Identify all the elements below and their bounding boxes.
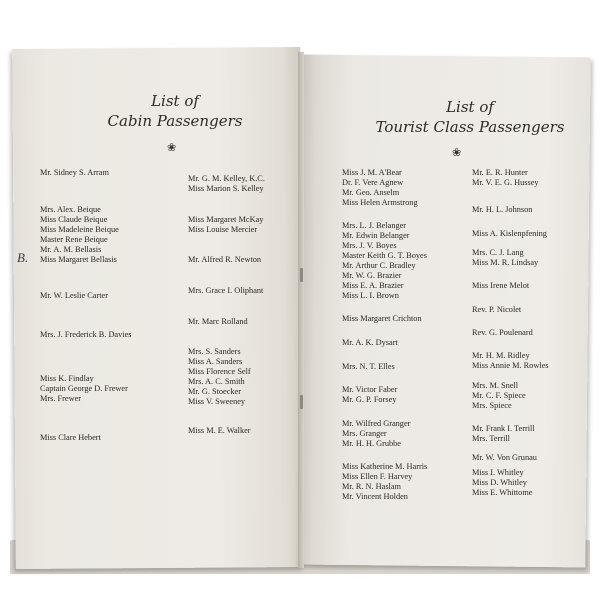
- passenger-entry: Miss M. R. Lindsay: [472, 258, 539, 267]
- passenger-entry: Mrs. J. V. Boyes: [342, 241, 397, 250]
- staple-bottom: [300, 395, 303, 409]
- passenger-entry: Mr. G. Stoecker: [188, 387, 241, 396]
- passenger-entry: Mrs. Alex. Beique: [40, 205, 101, 214]
- passenger-entry: Master Keith G. T. Boyes: [342, 251, 427, 260]
- passenger-entry: Mr. H. H. Grubbe: [342, 439, 401, 448]
- left-title-line1: List of: [151, 92, 199, 110]
- passenger-entry: Mr. A. M. Bellasis: [40, 245, 102, 254]
- passenger-entry: Miss Clare Hebert: [40, 433, 101, 442]
- passenger-entry: Miss E. Whittome: [472, 488, 533, 497]
- passenger-entry: Miss Louise Mercier: [188, 225, 258, 234]
- passenger-entry: Miss Marion S. Kelley: [188, 184, 264, 193]
- passenger-entry: Mr. R. N. Haslam: [342, 482, 401, 491]
- passenger-entry: Miss Helen Armstrong: [342, 198, 418, 207]
- passenger-entry: Mr. H. M. Ridley: [472, 351, 530, 360]
- left-title-line2: Cabin Passengers: [107, 112, 243, 130]
- passenger-entry: Mr. A. K. Dysart: [342, 338, 398, 347]
- passenger-entry: Miss Madeleine Beique: [40, 225, 119, 234]
- passenger-entry: Mrs. J. Frederick B. Davies: [40, 330, 132, 339]
- passenger-entry: Mr. Wilfred Granger: [342, 419, 411, 428]
- right-ornament-icon: ❀: [452, 146, 462, 159]
- booklet-spine: [298, 52, 304, 568]
- passenger-entry: Miss A. Kislenpfening: [472, 229, 547, 238]
- passenger-entry: Mr. Vincent Holden: [342, 492, 408, 501]
- passenger-entry: Mr. Victor Faber: [342, 385, 398, 394]
- passenger-entry: Mrs. Grace I. Oliphant: [188, 286, 264, 295]
- passenger-entry: Mr. E. R. Hunter: [472, 168, 528, 177]
- passenger-entry: Miss Margaret Bellasis: [40, 255, 117, 264]
- passenger-entry: Mr. W. G. Brazier: [342, 271, 402, 280]
- passenger-entry: Miss Katherine M. Harris: [342, 462, 428, 471]
- passenger-entry: Mr. V. E. G. Hussey: [472, 178, 539, 187]
- passenger-entry: Miss Margaret McKay: [188, 215, 264, 224]
- handwritten-margin-mark: B.: [17, 250, 29, 265]
- passenger-entry: Rev. P. Nicolet: [472, 305, 522, 314]
- passenger-entry: Mrs. Spiece: [472, 401, 512, 410]
- passenger-entry: Mr. Edwin Belanger: [342, 231, 410, 240]
- passenger-entry: Captain George D. Frewer: [40, 384, 128, 393]
- passenger-entry: Miss D. Whitley: [472, 478, 527, 487]
- passenger-entry: Mrs. S. Sanders: [188, 347, 241, 356]
- passenger-entry: Mrs. Granger: [342, 429, 387, 438]
- passenger-entry: Dr. F. Vere Agnew: [342, 178, 404, 187]
- passenger-entry: Mr. H. L. Johnson: [472, 205, 533, 214]
- passenger-entry: Miss I. Whitley: [472, 468, 524, 477]
- passenger-entry: Mrs. Terrill: [472, 434, 510, 443]
- staple-top: [300, 268, 303, 282]
- passenger-entry: Miss Claude Beique: [40, 215, 108, 224]
- passenger-entry: Mrs. L. J. Belanger: [342, 221, 407, 230]
- passenger-entry: Mr. Arthur C. Bradley: [342, 261, 416, 270]
- passenger-entry: Miss M. E. Walker: [188, 426, 251, 435]
- passenger-entry: Miss Margaret Crichton: [342, 314, 422, 323]
- passenger-entry: Mrs. M. Snell: [472, 381, 519, 390]
- right-title-line1: List of: [446, 98, 494, 116]
- passenger-entry: Mr. Geo. Anselm: [342, 188, 400, 197]
- passenger-entry: Miss K. Findlay: [40, 374, 94, 383]
- passenger-entry: Mrs. C. J. Lang: [472, 248, 524, 257]
- right-title-line2: Tourist Class Passengers: [375, 118, 565, 136]
- passenger-entry: Mr. Marc Rolland: [188, 317, 248, 326]
- left-ornament-icon: ❀: [167, 141, 177, 154]
- passenger-entry: Mrs. N. T. Elles: [342, 362, 395, 371]
- passenger-entry: Master Rene Beique: [40, 235, 108, 244]
- passenger-entry: Mr. G. M. Kelley, K.C.: [188, 174, 265, 183]
- passenger-entry: Mr. Alfred R. Newton: [188, 255, 262, 264]
- passenger-entry: Miss V. Sweeney: [188, 397, 246, 406]
- passenger-entry: Miss E. A. Brazier: [342, 281, 404, 290]
- passenger-entry: Mr. W. Von Grunau: [472, 453, 537, 462]
- passenger-entry: Miss Florence Self: [188, 367, 251, 376]
- passenger-entry: Rev. G. Poulenard: [472, 328, 533, 337]
- passenger-entry: Miss Irene Melot: [472, 281, 530, 290]
- passenger-entry: Miss Annie M. Rowles: [472, 361, 549, 370]
- passenger-entry: Miss Ellen F. Harvey: [342, 472, 413, 481]
- passenger-entry: Mr. W. Leslie Carter: [40, 291, 108, 300]
- passenger-entry: Mr. Frank I. Terrill: [472, 424, 535, 433]
- passenger-entry: Mr. Sidney S. Arram: [40, 168, 109, 177]
- passenger-entry: Mrs. A. C. Smith: [188, 377, 245, 386]
- passenger-entry: Mr. G. P. Forsey: [342, 395, 397, 404]
- passenger-entry: Mr. C. F. Spiece: [472, 391, 526, 400]
- passenger-entry: Miss J. M. A'Bear: [342, 168, 402, 177]
- passenger-entry: Miss L. I. Brown: [342, 291, 399, 300]
- passenger-entry: Miss A. Sanders: [188, 357, 243, 366]
- passenger-entry: Mrs. Frewer: [40, 394, 82, 403]
